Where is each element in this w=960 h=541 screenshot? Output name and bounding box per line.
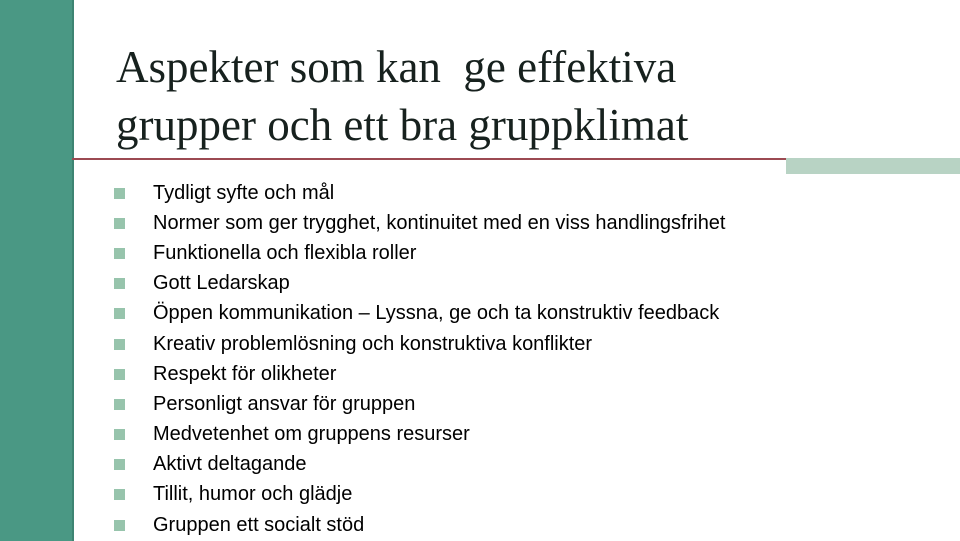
bullet-text: Kreativ problemlösning och konstruktiva konflikter	[153, 332, 593, 355]
bullet-text: Tillit, humor och glädje	[153, 483, 353, 506]
bullet-item	[114, 178, 726, 208]
title-divider-block	[786, 158, 960, 174]
bullet-text: Gruppen ett socialt stöd	[153, 513, 365, 536]
square-bullet-icon	[114, 248, 125, 259]
bullet-item	[114, 359, 726, 389]
bullet-text: Personligt ansvar för gruppen	[153, 392, 416, 415]
bullet-text: Funktionella och flexibla roller	[153, 241, 417, 264]
bullet-item	[114, 329, 726, 359]
slide-title	[116, 38, 916, 154]
bullet-text: Aktivt deltagande	[153, 453, 307, 476]
bullet-item	[114, 450, 726, 480]
square-bullet-icon	[114, 188, 125, 199]
left-accent-bar-edge	[72, 0, 74, 541]
bullet-list	[114, 178, 726, 540]
square-bullet-icon	[114, 399, 125, 410]
bullet-text: Normer som ger trygghet, kontinuitet med en viss handlingsfrihet	[153, 211, 726, 234]
slide-title-line-1: Aspekter som kan ge effektiva	[116, 42, 677, 92]
bullet-item	[114, 389, 726, 419]
square-bullet-icon	[114, 218, 125, 229]
bullet-item	[114, 299, 726, 329]
bullet-item	[114, 238, 726, 268]
bullet-item	[114, 420, 726, 450]
bullet-text: Respekt för olikheter	[153, 362, 337, 385]
bullet-text: Medvetenhet om gruppens resurser	[153, 423, 470, 446]
bullet-item	[114, 480, 726, 510]
left-accent-bar	[0, 0, 72, 541]
square-bullet-icon	[114, 520, 125, 531]
square-bullet-icon	[114, 308, 125, 319]
square-bullet-icon	[114, 278, 125, 289]
bullet-item	[114, 269, 726, 299]
bullet-text: Gott Ledarskap	[153, 272, 290, 295]
bullet-text: Öppen kommunikation – Lyssna, ge och ta konstruktiv feedback	[153, 302, 720, 325]
square-bullet-icon	[114, 489, 125, 500]
bullet-item	[114, 510, 726, 540]
square-bullet-icon	[114, 429, 125, 440]
square-bullet-icon	[114, 459, 125, 470]
slide-title-line-2: grupper och ett bra gruppklimat	[116, 100, 689, 150]
square-bullet-icon	[114, 339, 125, 350]
square-bullet-icon	[114, 369, 125, 380]
bullet-text: Tydligt syfte och mål	[153, 181, 335, 204]
bullet-item	[114, 208, 726, 238]
